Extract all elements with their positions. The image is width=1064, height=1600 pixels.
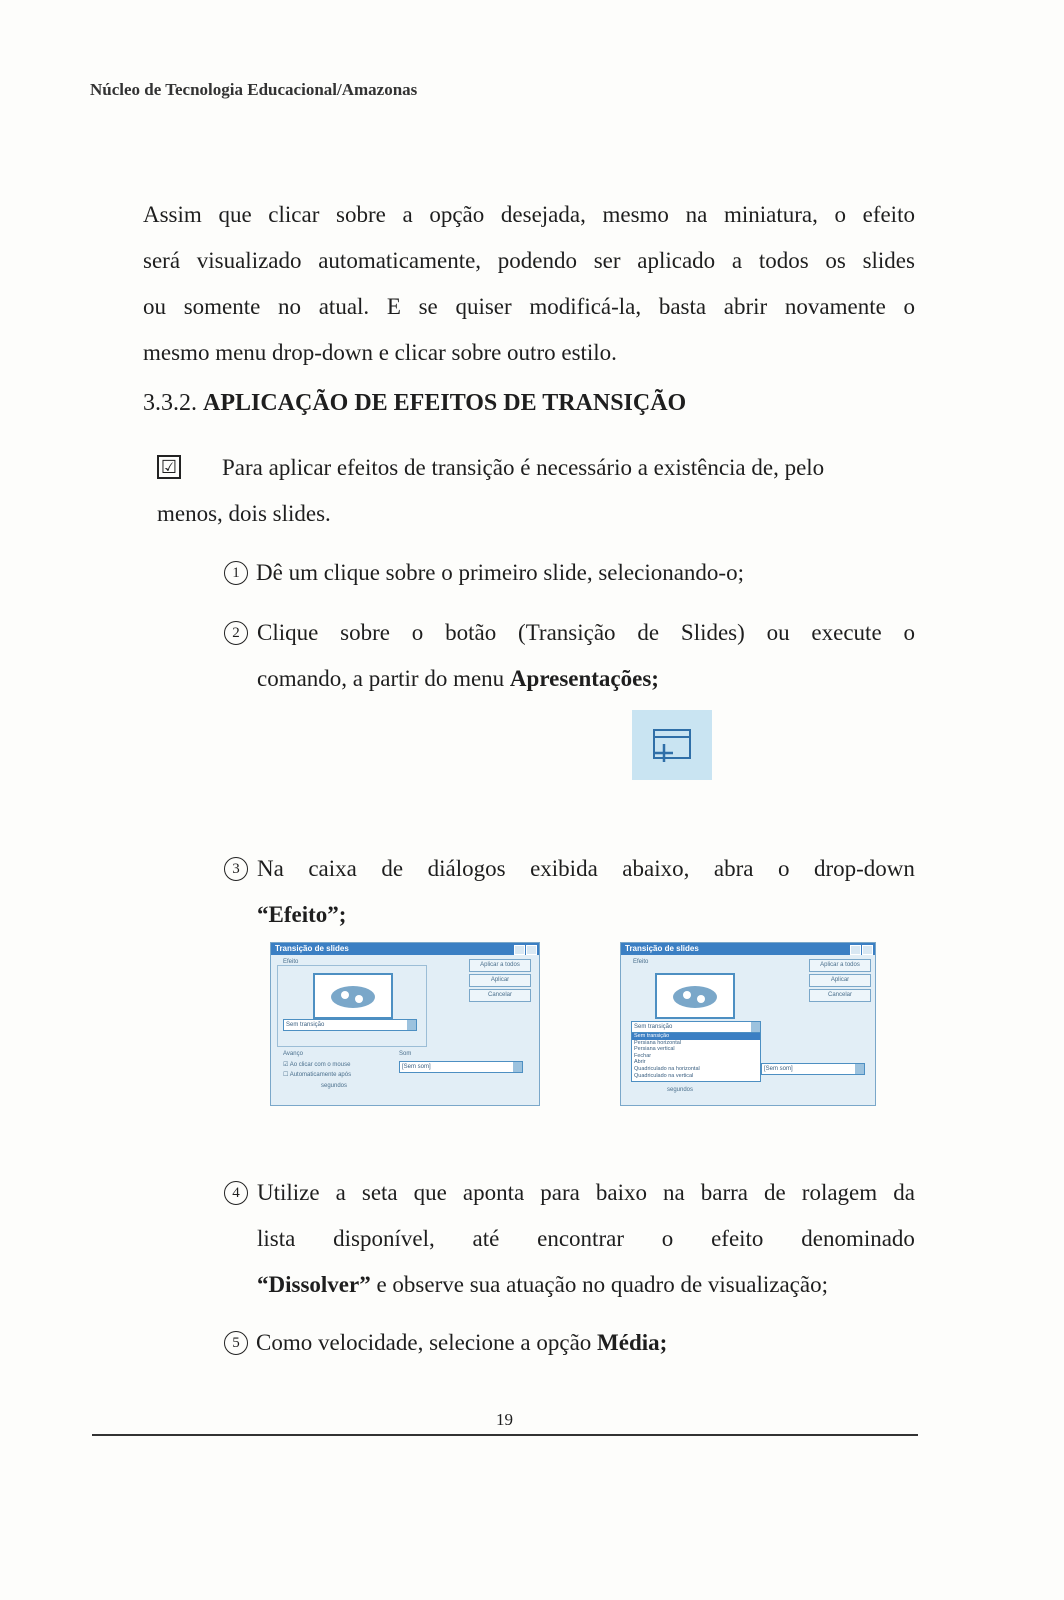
intro-text-1-word: na bbox=[685, 202, 708, 227]
intro-text-2-word: podendo bbox=[497, 248, 577, 273]
intro-text-1-word: desejada, bbox=[500, 202, 586, 227]
step-2-text-1-word: execute bbox=[811, 620, 882, 645]
intro-text-1-word: miniatura, bbox=[723, 202, 818, 227]
step-4-text-1-word: de bbox=[764, 1180, 786, 1205]
step-4-number-wrap bbox=[224, 1180, 256, 1206]
step-3-text-1-word: caixa bbox=[308, 856, 357, 881]
dialog-screenshot-2 bbox=[620, 942, 876, 1106]
speed-media: Média; bbox=[597, 1330, 668, 1355]
step-4-text-1-word: rolagem bbox=[801, 1180, 878, 1205]
step-4-text-1-word: baixo bbox=[595, 1180, 647, 1205]
sound-value: [Sem som] bbox=[764, 1066, 793, 1072]
apply-button[interactable]: Aplicar bbox=[809, 974, 871, 987]
intro-text-1-word: mesmo bbox=[602, 202, 669, 227]
menu-apresentacoes: Apresentações; bbox=[509, 666, 659, 691]
transition-button-icon bbox=[632, 710, 712, 780]
intro-text-3-word: ou bbox=[143, 294, 166, 319]
intro-text-2-word: automaticamente, bbox=[318, 248, 482, 273]
close-icon bbox=[862, 945, 873, 955]
page-number: 19 bbox=[496, 1410, 513, 1429]
dialog-1-title: Transição de slides bbox=[271, 943, 539, 955]
sound-value: [Sem som] bbox=[402, 1064, 431, 1070]
intro-line-2 bbox=[143, 238, 915, 284]
intro-text-1-word: que bbox=[218, 202, 252, 227]
intro-text-3-word: no bbox=[278, 294, 302, 319]
intro-line-1 bbox=[143, 192, 915, 238]
step-5-text: Como velocidade, selecione a opção bbox=[256, 1330, 598, 1355]
intro-text-1-word: clicar bbox=[268, 202, 320, 227]
step-2-text-1-word: ou bbox=[766, 620, 790, 645]
step-1-text: Dê um clique sobre o primeiro slide, selecionando-o; bbox=[256, 560, 744, 585]
step-2-text-1-word: o bbox=[411, 620, 424, 645]
step-4-text-1-word: barra bbox=[700, 1180, 749, 1205]
step-4-line-3 bbox=[257, 1272, 828, 1298]
effect-dropdown-value: Sem transição bbox=[286, 1022, 325, 1028]
dialog-2-title: Transição de slides bbox=[621, 943, 875, 955]
step-2-text-1-word: Clique bbox=[257, 620, 319, 645]
dialog-screenshot-1 bbox=[270, 942, 540, 1106]
list-item[interactable]: Abrir bbox=[634, 1059, 646, 1066]
step-4-text-2-word: até bbox=[472, 1226, 500, 1251]
list-item[interactable]: Persiana horizontal bbox=[634, 1039, 682, 1046]
intro-text-3-word: quiser bbox=[455, 294, 512, 319]
step-4-text-1-word: que bbox=[413, 1180, 447, 1205]
step-3-text-1-word: drop-down bbox=[813, 856, 915, 881]
apply-button[interactable]: Aplicar bbox=[469, 974, 531, 987]
intro-text-3-word: atual. bbox=[318, 294, 370, 319]
step-3-number: 3 bbox=[224, 857, 248, 881]
effect-list[interactable] bbox=[631, 1032, 761, 1082]
step-4-text-1-word: da bbox=[893, 1180, 915, 1205]
chevron-down-icon[interactable] bbox=[513, 1062, 522, 1072]
step-1-number: 1 bbox=[224, 561, 248, 585]
auto-option[interactable]: ☐ Automaticamente após bbox=[283, 1072, 352, 1078]
step-3-line-1 bbox=[257, 856, 915, 882]
intro-text-2-word: aplicado bbox=[637, 248, 716, 273]
intro-text-1-word: o bbox=[834, 202, 846, 227]
step-3-text-1-word: de bbox=[381, 856, 404, 881]
intro-text-3-word: somente bbox=[183, 294, 261, 319]
step-3-number-wrap bbox=[224, 856, 256, 882]
on-click-label: Ao clicar com o mouse bbox=[289, 1062, 351, 1068]
step-3-text-1-word: Na bbox=[257, 856, 284, 881]
seconds-label: segundos bbox=[667, 1087, 694, 1093]
intro-text-3-word: abrir bbox=[723, 294, 768, 319]
step-2-number: 2 bbox=[224, 621, 248, 645]
intro-text-1-word: efeito bbox=[862, 202, 915, 227]
advance-label: Avanço bbox=[283, 1051, 303, 1057]
chevron-down-icon[interactable] bbox=[751, 1022, 760, 1032]
intro-text-2-word: visualizado bbox=[196, 248, 302, 273]
intro-text-2-word: slides bbox=[862, 248, 915, 273]
help-icon bbox=[514, 945, 525, 955]
help-icon bbox=[850, 945, 861, 955]
step-3-text-1-word: exibida bbox=[530, 856, 598, 881]
step-2-text-1-word: Slides) bbox=[680, 620, 745, 645]
seconds-label: segundos bbox=[321, 1083, 348, 1089]
step-4-text-1-word: Utilize bbox=[257, 1180, 320, 1205]
step-3-text-1-word: o bbox=[777, 856, 790, 881]
effect-dropdown-value: Sem transição bbox=[634, 1024, 673, 1030]
step-4-text-1-word: seta bbox=[361, 1180, 398, 1205]
intro-text-1-word: Assim bbox=[143, 202, 202, 227]
step-4-line-1 bbox=[257, 1180, 915, 1206]
preview-image bbox=[313, 973, 393, 1019]
auto-label: Automaticamente após bbox=[289, 1072, 352, 1078]
intro-line-3 bbox=[143, 284, 915, 330]
step-3-line-2: “Efeito”; bbox=[257, 902, 347, 927]
step-4-text-1-word: na bbox=[663, 1180, 685, 1205]
step-4-text-2-word: disponível, bbox=[333, 1226, 435, 1251]
list-item[interactable]: Persiana vertical bbox=[634, 1046, 675, 1053]
intro-text-3-word: E bbox=[386, 294, 401, 319]
effect-label: Efeito bbox=[633, 959, 649, 965]
list-item[interactable]: Sem transição bbox=[632, 1033, 760, 1040]
list-item[interactable]: Quadriculado na vertical bbox=[634, 1072, 694, 1079]
sound-label: Som bbox=[399, 1051, 412, 1057]
sound-dropdown[interactable] bbox=[399, 1061, 523, 1073]
step-4-line-2 bbox=[257, 1226, 915, 1252]
effect-dissolver: “Dissolver” bbox=[257, 1272, 371, 1297]
note-line-1: Para aplicar efeitos de transição é necessário a existência de, pelo bbox=[222, 455, 825, 480]
step-2-text-2: comando, a partir do menu bbox=[257, 666, 510, 691]
apply-all-button[interactable]: Aplicar a todos bbox=[469, 959, 531, 972]
step-1 bbox=[224, 560, 744, 586]
step-4-text-2-word: efeito bbox=[711, 1226, 764, 1251]
note-line-2: menos, dois slides. bbox=[157, 501, 331, 526]
step-2-line-1 bbox=[257, 620, 915, 646]
chevron-down-icon[interactable] bbox=[407, 1020, 416, 1030]
intro-text-1-word: sobre bbox=[336, 202, 386, 227]
section-number: 3.3.2. bbox=[143, 390, 197, 416]
step-2-text-1-word: (Transição bbox=[518, 620, 616, 645]
step-4-text-2-word: lista bbox=[257, 1226, 296, 1251]
preview-image bbox=[655, 973, 735, 1019]
step-5 bbox=[224, 1330, 667, 1356]
step-4-text-1-word: para bbox=[540, 1180, 580, 1205]
list-item[interactable]: Fechar bbox=[634, 1052, 652, 1059]
intro-text-2-word: a bbox=[731, 248, 743, 273]
step-4-text-1-word: a bbox=[335, 1180, 346, 1205]
effect-label: Efeito bbox=[283, 959, 299, 965]
checkbox-icon: ☑ bbox=[157, 455, 181, 479]
intro-text-3-word: novamente bbox=[784, 294, 886, 319]
intro-line-4: mesmo menu drop-down e clicar sobre outro estilo. bbox=[143, 340, 617, 365]
intro-text-3-word: se bbox=[418, 294, 438, 319]
step-4-number: 4 bbox=[224, 1181, 248, 1205]
footer-rule bbox=[92, 1434, 918, 1436]
intro-text-2-word: os bbox=[825, 248, 846, 273]
step-2-text-1-word: sobre bbox=[340, 620, 390, 645]
chevron-down-icon[interactable] bbox=[855, 1064, 864, 1074]
step-4-text-1-word: aponta bbox=[462, 1180, 525, 1205]
step-2-text-1-word: de bbox=[637, 620, 660, 645]
section-title: APLICAÇÃO DE EFEITOS DE TRANSIÇÃO bbox=[203, 390, 687, 416]
step-4-text-2-word: encontrar bbox=[537, 1226, 624, 1251]
step-5-number: 5 bbox=[224, 1331, 248, 1355]
intro-text-1-word: opção bbox=[429, 202, 485, 227]
list-item[interactable]: Quadriculado na horizontal bbox=[634, 1065, 700, 1072]
running-header: Núcleo de Tecnologia Educacional/Amazonas bbox=[90, 80, 418, 99]
effect-dropdown[interactable] bbox=[283, 1019, 417, 1031]
intro-text-3-word: o bbox=[903, 294, 915, 319]
step-2-line-2 bbox=[257, 666, 659, 692]
step-2-text-1-word: botão bbox=[445, 620, 497, 645]
cancel-button[interactable]: Cancelar bbox=[469, 989, 531, 1002]
intro-text-2-word: será bbox=[143, 248, 181, 273]
step-3-text-1-word: diálogos bbox=[427, 856, 506, 881]
on-click-option[interactable]: ☑ Ao clicar com o mouse bbox=[283, 1062, 351, 1068]
step-4-text-2-word: denominado bbox=[801, 1226, 915, 1251]
intro-text-2-word: todos bbox=[758, 248, 809, 273]
step-3-text-1-word: abaixo, bbox=[622, 856, 690, 881]
section-heading bbox=[143, 390, 686, 417]
intro-text-2-word: ser bbox=[593, 248, 621, 273]
step-3-text-1-word: abra bbox=[713, 856, 754, 881]
step-4-text-3: e observe sua atuação no quadro de visualização; bbox=[370, 1272, 828, 1297]
intro-text-1-word: a bbox=[402, 202, 413, 227]
close-icon bbox=[526, 945, 537, 955]
step-2-text-1-word: o bbox=[903, 620, 915, 645]
apply-all-button[interactable]: Aplicar a todos bbox=[809, 959, 871, 972]
step-4-text-2-word: o bbox=[661, 1226, 674, 1251]
cancel-button[interactable]: Cancelar bbox=[809, 989, 871, 1002]
intro-text-3-word: modificá-la, bbox=[529, 294, 642, 319]
intro-text-3-word: basta bbox=[658, 294, 707, 319]
sound-dropdown[interactable] bbox=[761, 1063, 865, 1075]
step-2-number-wrap bbox=[224, 620, 256, 646]
